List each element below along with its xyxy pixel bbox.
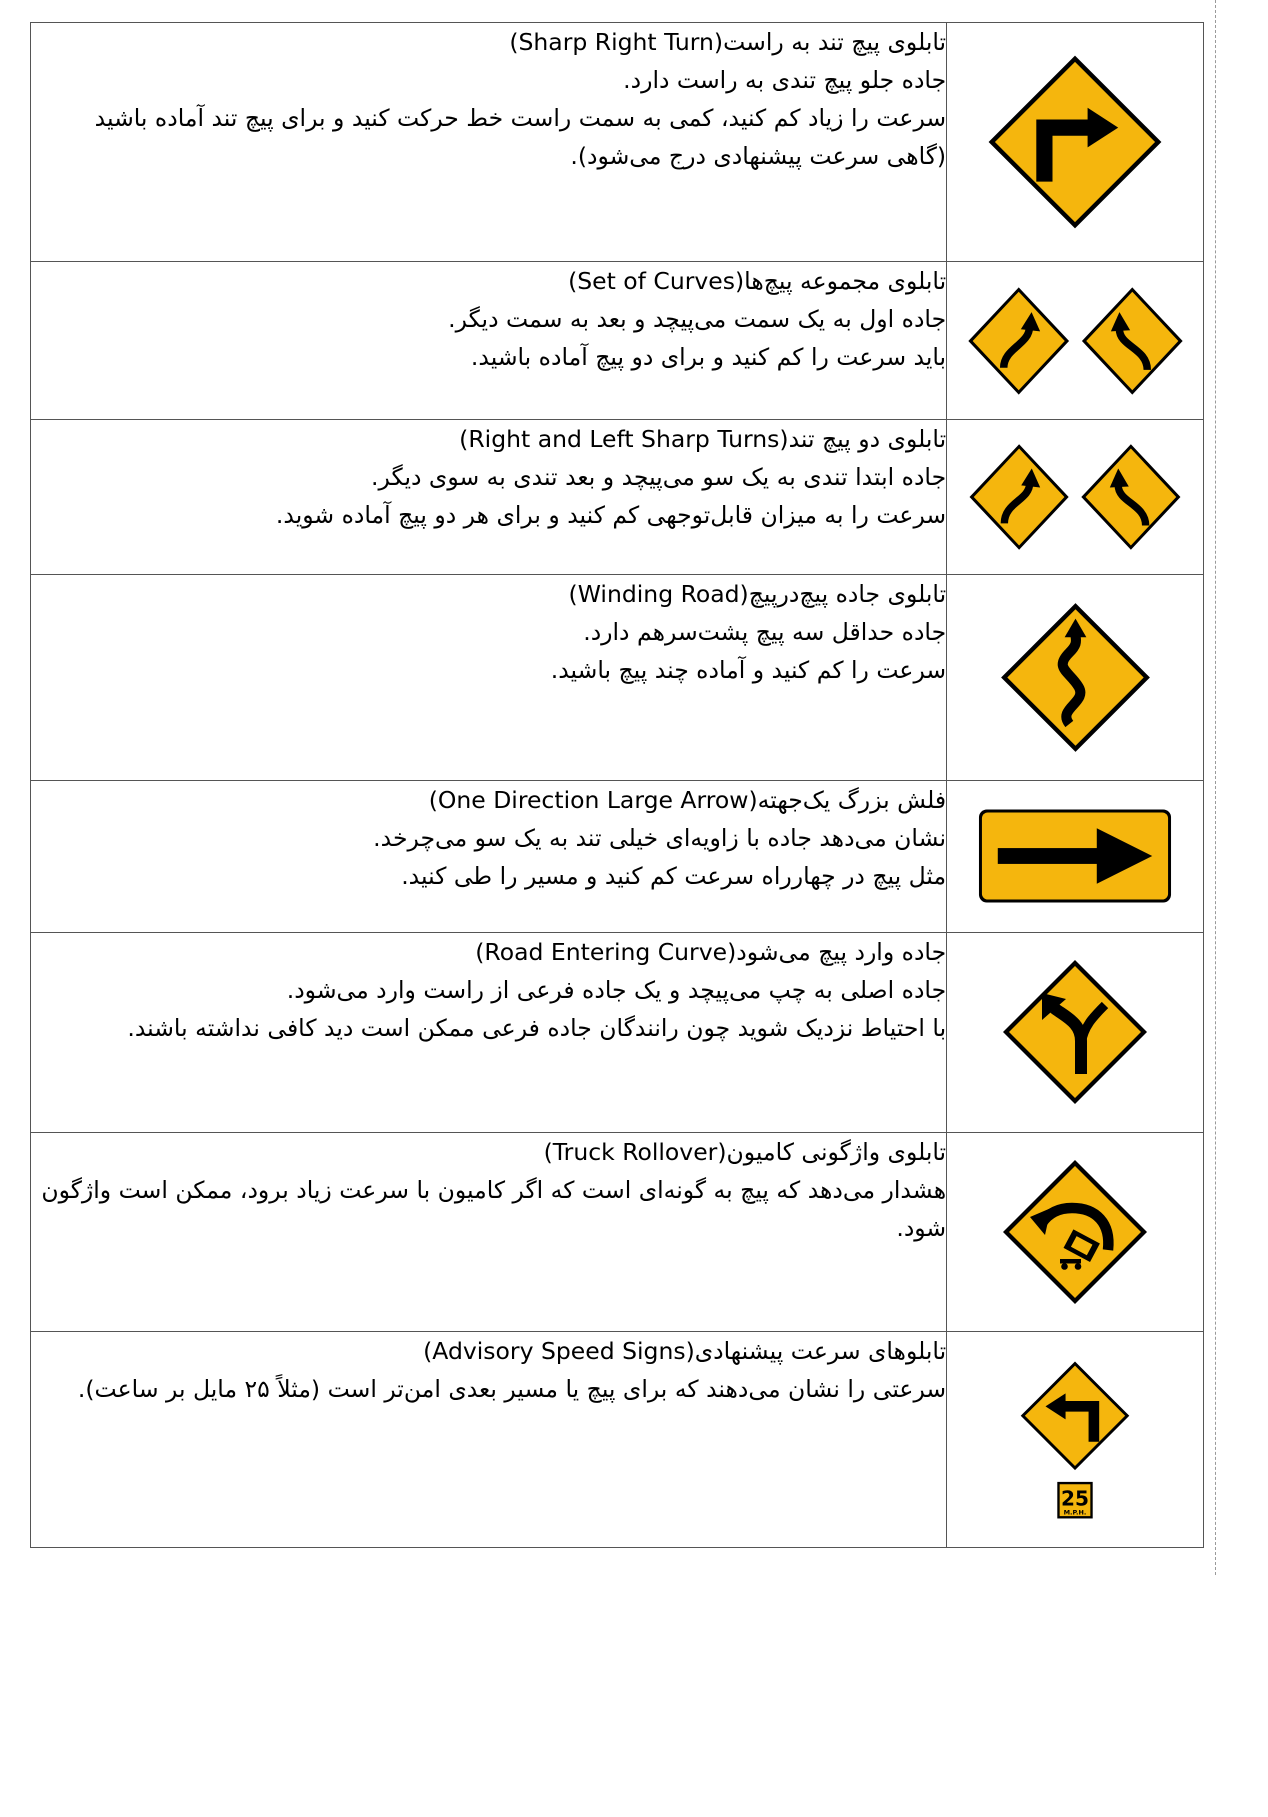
sign-description-cell — [31, 780, 947, 932]
sign-description-line: جاده جلو پیچ تندی به راست دارد. — [623, 66, 947, 94]
sign-description-line: سرعت را به میزان قابل‌توجهی کم کنید و برای هر دو پیچ آماده شوید. — [275, 500, 947, 529]
sharp-right-turn-sign-icon — [985, 52, 1165, 232]
table-row — [31, 262, 1204, 419]
sign-description-cell — [31, 932, 947, 1132]
sign-image-cell — [947, 1132, 1204, 1332]
sign-description-line: سرعت را کم کنید و آماده چند پیچ باشید. — [550, 655, 947, 684]
sign-description-cell — [31, 574, 947, 780]
sign-image-cell — [947, 1332, 1204, 1548]
sign-title — [31, 23, 946, 61]
sign-title-en: (Sharp Right Turn) — [509, 28, 724, 56]
advisory-speed-unit: M.P.H. — [1063, 1508, 1087, 1517]
sign-description-cell — [31, 262, 947, 419]
sign-image-cell — [947, 419, 1204, 574]
page-margin-rule — [1215, 0, 1216, 1575]
sign-title-fa: تابلوی جاده پیچ‌درپیچ — [748, 579, 947, 608]
sign-description-cell — [31, 1332, 947, 1548]
table-row — [31, 419, 1204, 574]
advisory-speed-sign-icon — [1016, 1359, 1134, 1521]
sign-image-cell — [947, 23, 1204, 262]
sign-image-cell — [947, 262, 1204, 419]
road-entering-curve-sign-icon — [1000, 957, 1150, 1107]
sign-title — [31, 262, 946, 300]
sign-image-cell — [947, 932, 1204, 1132]
sign-title-en: (Set of Curves) — [568, 267, 745, 296]
sign-title — [31, 933, 946, 971]
sign-description-line: هشدار می‌دهد که پیچ به گونه‌ای است که اگر کامیون با سرعت زیاد برود، ممکن است واژگون شود. — [41, 1175, 947, 1242]
sign-title-en: (Winding Road) — [568, 579, 749, 608]
sign-title-fa: جاده وارد پیچ می‌شود — [736, 937, 947, 966]
sign-image-cell — [947, 780, 1204, 932]
sign-title — [31, 1133, 946, 1171]
reverse-curves-signs-icon — [963, 282, 1188, 400]
sign-title-en: (Truck Rollover) — [543, 1137, 727, 1166]
table-row — [31, 574, 1204, 780]
sign-title-fa: تابلوی دو پیچ تند — [788, 424, 947, 453]
sign-title-fa: تابلوهای سرعت پیشنهادی — [694, 1337, 947, 1366]
sign-description-line: جاده اول به یک سمت می‌پیچد و بعد به سمت دیگر. — [448, 305, 947, 334]
sign-description-line: مثل پیچ در چهارراه سرعت کم کنید و مسیر را طی کنید. — [401, 861, 947, 890]
table-row — [31, 23, 1204, 262]
winding-road-sign-icon — [998, 600, 1153, 755]
curve-signs-table — [30, 22, 1204, 1548]
sign-image-cell — [947, 574, 1204, 780]
sign-title — [31, 1332, 946, 1370]
sign-title-en: (Road Entering Curve) — [475, 937, 737, 966]
advisory-speed-number: 25 — [1061, 1486, 1089, 1511]
sign-title — [31, 575, 946, 613]
sign-title-fa: تابلوی مجموعه پیچ‌ها — [744, 267, 947, 296]
sign-title-fa: فلش بزرگ یک‌جهته — [757, 785, 947, 814]
reverse-turns-signs-icon — [964, 439, 1186, 555]
table-row — [31, 1132, 1204, 1332]
sign-description-line: سرعت را زیاد کم کنید، کمی به سمت راست خط حرکت کنید و برای پیچ تند آماده باشید (گاهی سرعت پیشنهادی درج می‌شود). — [94, 104, 947, 170]
sign-description-cell — [31, 1132, 947, 1332]
table-row — [31, 780, 1204, 932]
sign-title-en: (One Direction Large Arrow) — [428, 785, 758, 814]
sign-title-en: (Right and Left Sharp Turns) — [459, 424, 789, 453]
sign-description-cell — [31, 419, 947, 574]
sign-description-line: باید سرعت را کم کنید و برای دو پیچ آماده باشید. — [470, 343, 947, 372]
sign-description-line: جاده ابتدا تندی به یک سو می‌پیچد و بعد تندی به سوی دیگر. — [371, 462, 947, 491]
large-arrow-sign-icon — [976, 806, 1174, 906]
sign-title-fa: تابلوی واژگونی کامیون — [726, 1137, 947, 1166]
sign-title — [31, 420, 946, 458]
table-row — [31, 932, 1204, 1132]
truck-rollover-sign-icon — [1000, 1157, 1150, 1307]
sign-description-cell — [31, 23, 947, 262]
sign-title-en: (Advisory Speed Signs) — [423, 1337, 695, 1366]
sign-description-line: نشان می‌دهد جاده با زاویه‌ای خیلی تند به یک سو می‌چرخد. — [373, 823, 947, 852]
sign-description-line: با احتیاط نزدیک شوید چون رانندگان جاده فرعی ممکن است دید کافی نداشته باشند. — [127, 1013, 947, 1042]
sign-description-line: جاده اصلی به چپ می‌پیچد و یک جاده فرعی از راست وارد می‌شود. — [286, 975, 947, 1004]
sign-description-line: جاده حداقل سه پیچ پشت‌سرهم دارد. — [583, 617, 947, 646]
sign-title — [31, 781, 946, 819]
sign-description-line: سرعتی را نشان می‌دهند که برای پیچ یا مسیر بعدی امن‌تر است (مثلاً ۲۵ مایل بر ساعت). — [77, 1375, 947, 1404]
table-row — [31, 1332, 1204, 1548]
sign-title-fa: تابلوی پیچ تند به راست — [723, 28, 947, 56]
